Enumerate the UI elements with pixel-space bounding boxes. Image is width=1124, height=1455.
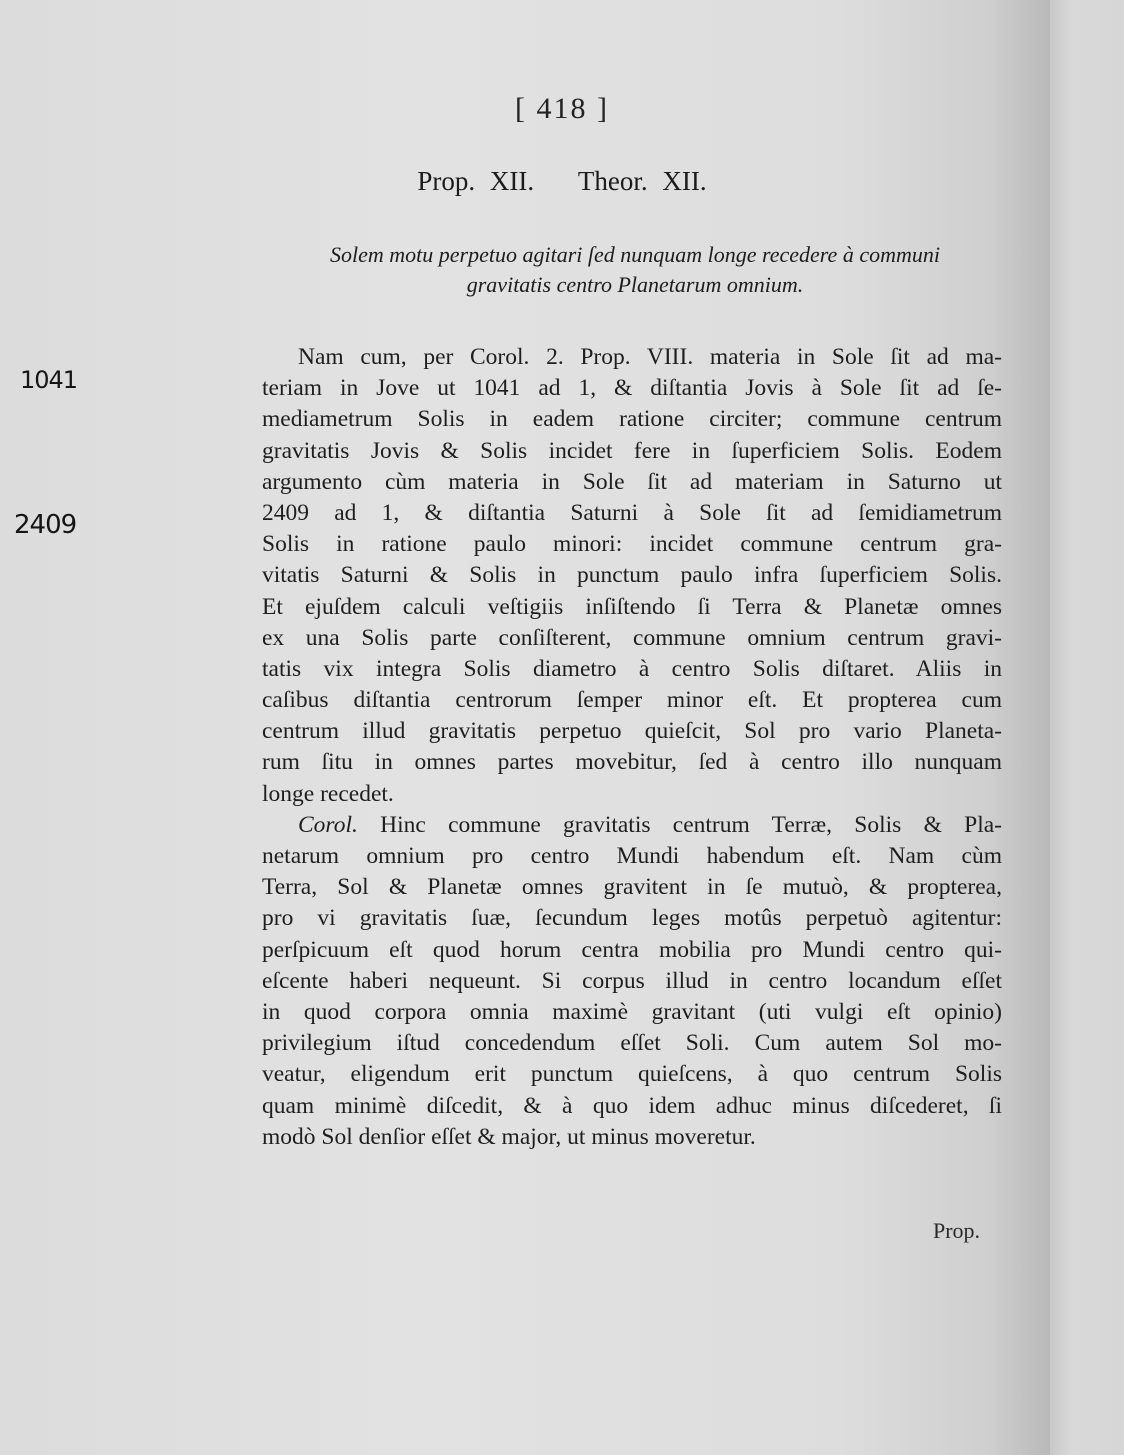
corollary-text: Hinc commune gravitatis centrum Terræ, Solis & Pla- bbox=[357, 811, 1002, 838]
text-line: Et ejuſdem calculi veſtigiis inſiſtendo ſi Terra & Planetæ omnes bbox=[262, 593, 1002, 620]
text-line: privilegium iſtud concedendum eſſet Soli. Cum autem Sol mo- bbox=[262, 1030, 1002, 1057]
body-text bbox=[262, 342, 1002, 1153]
text-line: Terra, Sol & Planetæ omnes gravitent in ſe mutuò, & propterea, bbox=[262, 874, 1002, 901]
page-number: [ 418 ] bbox=[515, 92, 609, 125]
theorem-line: Solem motu perpetuo agitari ſed nunquam longe recedere à communi bbox=[330, 242, 940, 267]
handwritten-margin-note: 2409 bbox=[14, 510, 77, 540]
text-line: mediametrum Solis in eadem ratione circiter; commune centrum bbox=[262, 406, 1002, 433]
handwritten-margin-note: 1041 bbox=[20, 366, 78, 394]
text-line: eſcente haberi nequeunt. Si corpus illud in centro locandum eſſet bbox=[262, 967, 1002, 994]
text-line: pro vi gravitatis ſuæ, ſecundum leges motûs perpetuò agitentur: bbox=[262, 905, 1002, 932]
paragraph-proof bbox=[262, 342, 1002, 810]
text-line: quam minimè diſcedit, & à quo idem adhuc minus diſcederet, ſi bbox=[262, 1092, 1002, 1119]
facing-page-edge bbox=[1050, 0, 1124, 1455]
text-line bbox=[262, 810, 1002, 841]
catchword: Prop. bbox=[933, 1218, 981, 1243]
text-line: teriam in Jove ut 1041 ad 1, & diſtantia Jovis à Sole ſit ad ſe- bbox=[262, 375, 1002, 402]
text-line: modò Sol denſior eſſet & major, ut minus moveretur. bbox=[262, 1123, 756, 1150]
text-line: Solis in ratione paulo minori: incidet commune centrum gra- bbox=[262, 531, 1002, 558]
proposition-heading: Prop. XII. Theor. XII. bbox=[417, 166, 707, 196]
text-line: argumento cùm materia in Sole ſit ad materiam in Saturno ut bbox=[262, 468, 1002, 495]
text-line: ex una Solis parte conſiſterent, commune omnium centrum gravi- bbox=[262, 624, 1002, 651]
text-line: veatur, eligendum erit punctum quieſcens, à quo centrum Solis bbox=[262, 1061, 1002, 1088]
text-line: vitatis Saturni & Solis in punctum paulo infra ſuperficiem Solis. bbox=[262, 562, 1002, 589]
text-line: netarum omnium pro centro Mundi habendum eſt. Nam cùm bbox=[262, 843, 1002, 869]
paragraph-corollary bbox=[262, 810, 1002, 1153]
text-line: Nam cum, per Corol. 2. Prop. VIII. materia in Sole ſit ad ma- bbox=[298, 344, 1002, 370]
text-line: tatis vix integra Solis diametro à centro Solis diſtaret. Aliis in bbox=[262, 655, 1002, 682]
theorem-statement bbox=[270, 240, 1000, 300]
text-line: centrum illud gravitatis perpetuo quieſcit, Sol pro vario Planeta- bbox=[262, 718, 1002, 745]
text-line: 2409 ad 1, & diſtantia Saturni à Sole ſit ad ſemidiametrum bbox=[262, 499, 1002, 526]
text-line: longe recedet. bbox=[262, 780, 394, 807]
text-line: in quod corpora omnia maximè gravitant (uti vulgi eſt opinio) bbox=[262, 998, 1002, 1025]
text-line: rum ſitu in omnes partes movebitur, ſed à centro illo nunquam bbox=[262, 749, 1002, 776]
text-line: gravitatis Jovis & Solis incidet fere in ſuperficiem Solis. Eodem bbox=[262, 437, 1002, 464]
corollary-label: Corol. bbox=[298, 811, 358, 838]
theorem-line: gravitatis centro Planetarum omnium. bbox=[466, 272, 804, 297]
text-line: caſibus diſtantia centrorum ſemper minor eſt. Et propterea cum bbox=[262, 687, 1002, 714]
text-line: perſpicuum eſt quod horum centra mobilia pro Mundi centro qui- bbox=[262, 936, 1002, 963]
